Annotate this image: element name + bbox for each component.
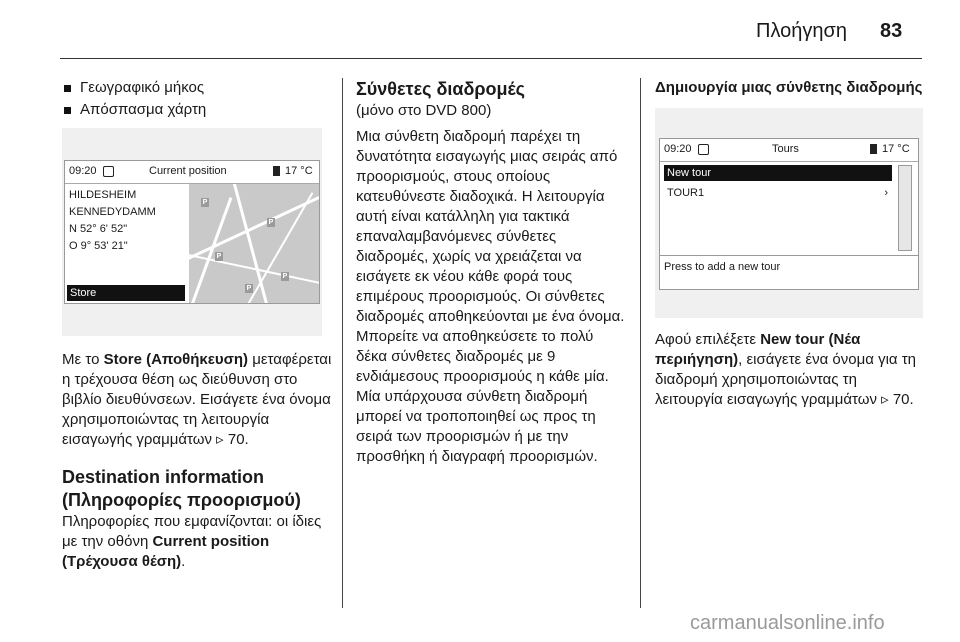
screen-status-bar xyxy=(660,139,918,162)
page-ref-arrow-icon: ▹ xyxy=(216,431,228,448)
store-term: Store (Αποθήκευση) xyxy=(103,351,249,368)
watermark: carmanualsonline.info xyxy=(690,612,885,634)
store-paragraph: Με το Store (Αποθήκευση) μεταφέρεται η τρέχουσα θέση ως διεύθυνση στο βιβλίο διευθύνσεων. Εισάγετε ένα όνομα χρησιμοποιώντας τη λειτουργία εισαγωγής γραμμάτων ▹ 70. xyxy=(62,351,332,448)
new-tour-item[interactable] xyxy=(664,165,892,181)
parking-icon: P xyxy=(268,219,274,226)
screen-title: Tours xyxy=(772,143,799,155)
bullet-square-icon xyxy=(64,107,71,114)
column-2 xyxy=(356,78,628,467)
map-excerpt xyxy=(189,184,319,303)
parking-icon: P xyxy=(216,253,222,260)
nav-screen xyxy=(64,160,320,304)
chevron-right-icon: › xyxy=(884,187,888,199)
column-3-body xyxy=(655,330,927,410)
address-panel xyxy=(69,187,185,255)
parking-icon: P xyxy=(282,273,288,280)
tours-screen xyxy=(659,138,919,290)
bullet-square-icon xyxy=(64,85,71,92)
clock-icon xyxy=(698,144,709,155)
composite-routes-subheading: (μόνο στο DVD 800) xyxy=(356,102,492,119)
parking-icon: P xyxy=(246,285,252,292)
column-divider-2 xyxy=(640,78,641,608)
screen-temperature: 17 °C xyxy=(882,143,910,155)
latitude-text: N 52° 6' 52" xyxy=(69,223,128,235)
current-position-term: Current position (Τρέχουσα θέση) xyxy=(62,533,270,570)
page-header-title: Πλοήγηση xyxy=(756,20,847,42)
screen-title: Current position xyxy=(149,165,227,177)
page-ref: 70. xyxy=(227,431,249,448)
page-ref: 70. xyxy=(892,391,914,408)
clock-icon xyxy=(103,166,114,177)
fuel-icon xyxy=(870,144,877,154)
current-position-screenshot xyxy=(62,128,322,336)
street-text: KENNEDYDAMM xyxy=(69,206,156,218)
tour1-item[interactable] xyxy=(664,185,892,201)
page-ref-arrow-icon: ▹ xyxy=(881,391,893,408)
fuel-icon xyxy=(273,166,280,176)
new-tour-term: New tour (Νέα περιήγηση) xyxy=(655,331,861,368)
longitude-text: O 9° 53' 21" xyxy=(69,240,128,252)
column-divider-1 xyxy=(342,78,343,608)
composite-routes-heading: Σύνθετες διαδρομές xyxy=(356,79,526,99)
hint-divider xyxy=(660,255,918,256)
tours-screenshot xyxy=(655,108,923,318)
screen-status-bar xyxy=(65,161,319,184)
bullet-item xyxy=(62,78,332,98)
header-rule xyxy=(60,58,922,59)
store-button[interactable] xyxy=(67,285,185,301)
new-tour-paragraph: Αφού επιλέξετε New tour (Νέα περιήγηση), εισάγετε ένα όνομα για τη διαδρομή χρησιμοποιώντας τη λειτουργία εισαγωγής γραμμάτων ▹ 70. xyxy=(655,331,917,408)
page-number: 83 xyxy=(880,20,903,42)
city-text: HILDESHEIM xyxy=(69,189,137,201)
composite-routes-body: Μια σύνθετη διαδρομή παρέχει τη δυνατότητα εισαγωγής μιας σειράς από προορισμούς, στους οποίους κατευθύνεστε διαδοχικά. Η λειτουργία αυτή είναι κατάλληλη για τακτικά επαναλαμβανόμενες σύνθετες διαδρομές, χωρίς να χρειάζεται να εισάγετε εκ νέου κάθε φορά τους επιμέρους προορισμούς. Οι σύνθετες διαδρομές αποθηκεύονται με ένα όνομα. Μπορείτε να αποθηκεύσετε το πολύ δέκα σύνθετες διαδρομές με 9 ενδιάμεσους προορισμούς η κάθε μία. Μία υπάρχουσα σύνθετη διαδρομή μπορεί να τροποποιηθεί ως προς τη σειρά των προορισμών ή με την προσθήκη ή διαγραφή προορισμών. xyxy=(356,128,625,465)
bullet-text: Απόσπασμα χάρτη xyxy=(80,101,207,118)
screen-temperature: 17 °C xyxy=(285,165,313,177)
destination-info-heading: Destination information (Πληροφορίες προορισμού) xyxy=(62,467,301,510)
store-label: Store xyxy=(70,287,97,299)
screen-time: 09:20 xyxy=(664,143,692,155)
new-tour-label: New tour xyxy=(667,167,712,179)
column-1 xyxy=(62,78,332,122)
bullet-text: Γεωγραφικό μήκος xyxy=(80,79,205,96)
tour1-label: TOUR1 xyxy=(667,187,705,199)
scrollbar[interactable] xyxy=(898,165,912,251)
create-route-heading: Δημιουργία μιας σύνθετης διαδρομής xyxy=(655,79,923,96)
column-1-body xyxy=(62,350,332,572)
destination-info-paragraph: Πληροφορίες που εμφανίζονται: οι ίδιες με την οθόνη Current position (Τρέχουσα θέση). xyxy=(62,513,322,570)
bullet-item xyxy=(62,100,332,120)
column-3 xyxy=(655,78,925,98)
screen-time: 09:20 xyxy=(69,165,97,177)
parking-icon: P xyxy=(202,199,208,206)
hint-text: Press to add a new tour xyxy=(664,261,781,273)
